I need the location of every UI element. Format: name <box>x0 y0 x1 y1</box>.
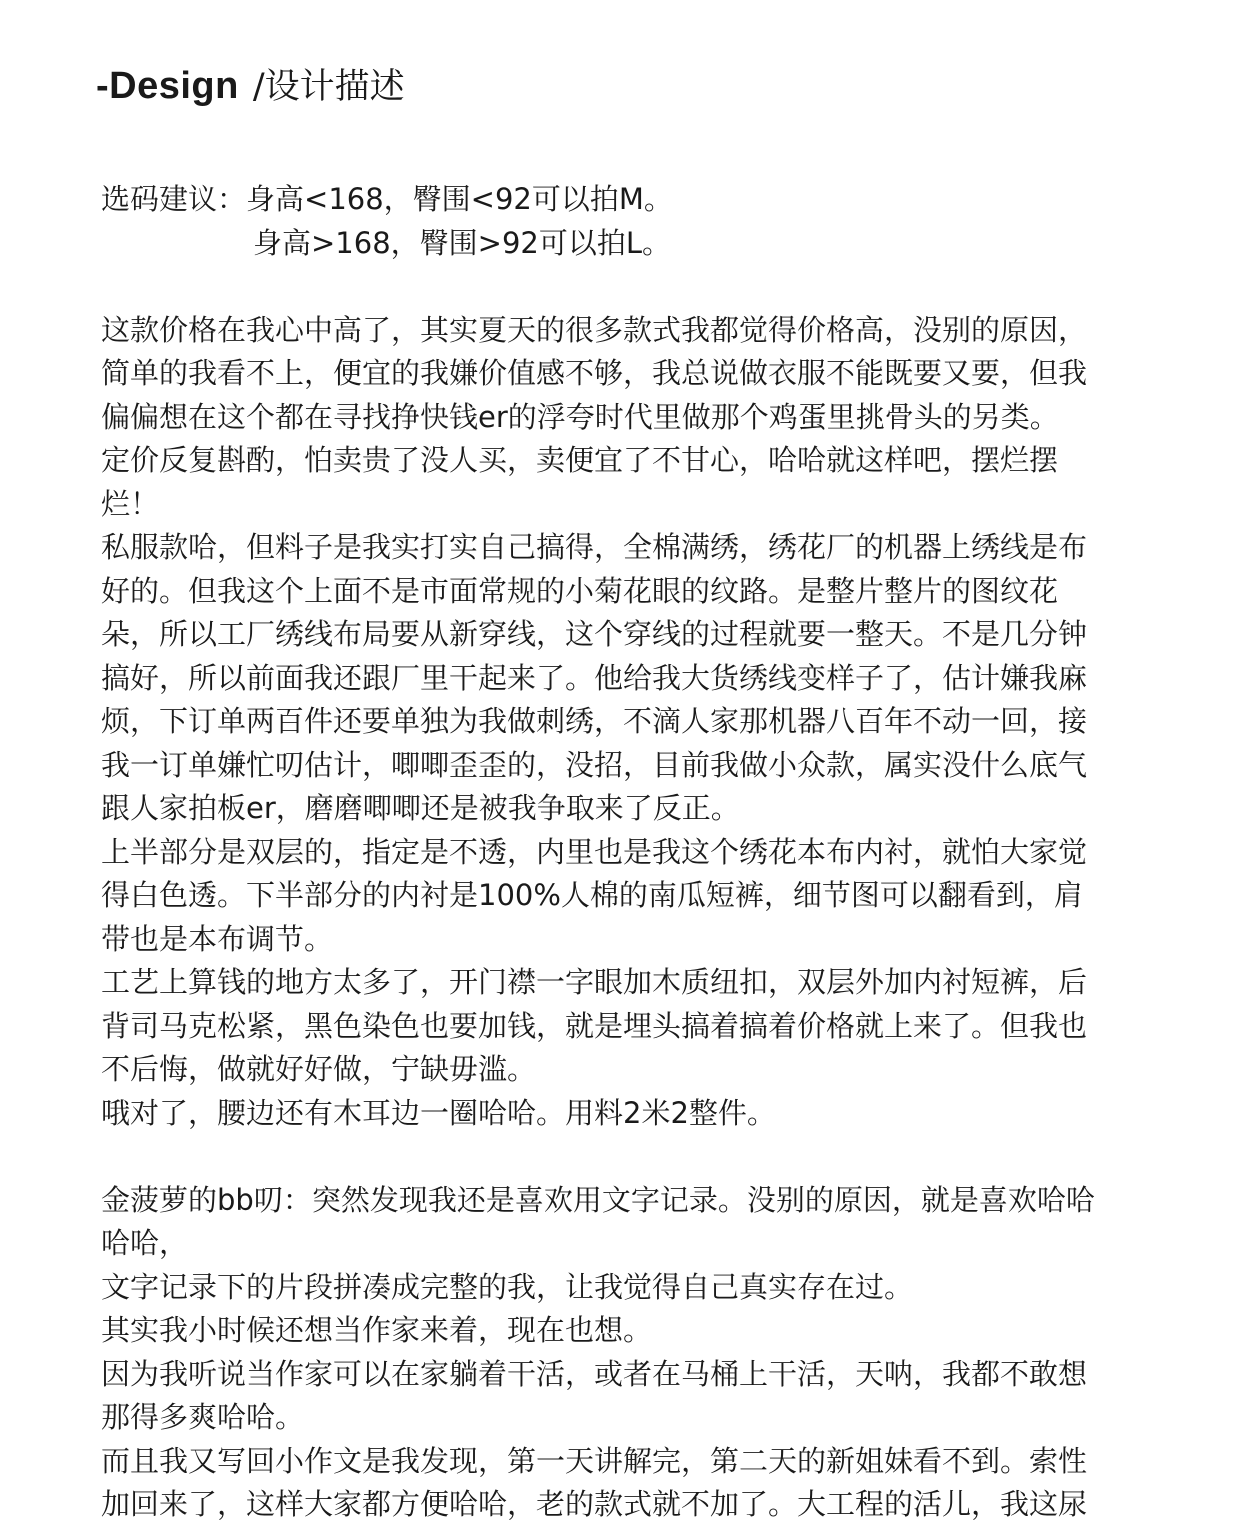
paragraph-gap <box>101 265 1161 309</box>
text-line: 这款价格在我心中高了，其实夏天的很多款式我都觉得价格高，没别的原因， <box>101 312 1088 347</box>
text-line: 哈哈， <box>101 1226 189 1260</box>
size-advice <box>101 178 1161 265</box>
text-line: 因为我听说当作家可以在家躺着干活，或者在马桶上干活，天呐，我都不敢想 <box>101 1356 1088 1391</box>
description-body <box>101 178 1161 1527</box>
text-line: 文字记录下的片段拼凑成完整的我，让我觉得自己真实存在过。 <box>101 1269 914 1304</box>
text-line: 工艺上算钱的地方太多了，开门襟一字眼加木质纽扣，双层外加内衬短裤，后 <box>101 965 1088 999</box>
heading-chinese: /设计描述 <box>252 67 405 107</box>
author-notes <box>101 1179 1161 1527</box>
text-line: 那得多爽哈哈。 <box>101 1400 305 1434</box>
text-line: 得白色透。下半部分的内衬是100%人棉的南瓜短裤，细节图可以翻看到，肩 <box>101 878 1083 912</box>
paragraph-gap <box>101 1135 1161 1179</box>
heading-english: -Design <box>96 65 239 107</box>
text-line: 烂！ <box>101 486 160 521</box>
text-line: 朵，所以工厂绣线布局要从新穿线，这个穿线的过程就要一整天。不是几分钟 <box>101 617 1088 651</box>
size-advice-line-2: 身高>168，臀围>92可以拍L。 <box>253 225 672 260</box>
text-line: 金菠萝的bb叨：突然发现我还是喜欢用文字记录。没别的原因，就是喜欢哈哈 <box>101 1182 1095 1217</box>
text-line: 简单的我看不上，便宜的我嫌价值感不够，我总说做衣服不能既要又要，但我 <box>101 356 1088 390</box>
text-line: 哦对了，腰边还有木耳边一圈哈哈。用料2米2整件。 <box>101 1095 776 1130</box>
text-line: 带也是本布调节。 <box>101 921 334 956</box>
text-line: 好的。但我这个上面不是市面常规的小菊花眼的纹路。是整片整片的图纹花 <box>101 573 1059 608</box>
text-line: 其实我小时候还想当作家来着，现在也想。 <box>101 1313 653 1347</box>
size-advice-line-1 <box>101 178 1161 222</box>
text-line: 定价反复斟酌，怕卖贵了没人买，卖便宜了不甘心，哈哈就这样吧，摆烂摆 <box>101 443 1059 477</box>
text-line: 背司马克松紧，黑色染色也要加钱，就是埋头搞着搞着价格就上来了。但我也 <box>101 1008 1088 1043</box>
text-line: 搞好，所以前面我还跟厂里干起来了。他给我大货绣线变样子了，估计嫌我麻 <box>101 660 1088 695</box>
size-advice-label: 选码建议： <box>101 182 247 216</box>
text-line: 烦，下订单两百件还要单独为我做刺绣，不滴人家那机器八百年不动一回，接 <box>101 704 1088 738</box>
text-line: 私服款哈，但料子是我实打实自己搞得，全棉满绣，绣花厂的机器上绣线是布 <box>101 530 1088 564</box>
text-line: 不后悔，做就好好做，宁缺毋滥。 <box>101 1052 537 1086</box>
text-line: 而且我又写回小作文是我发现，第一天讲解完，第二天的新姐妹看不到。索性 <box>101 1443 1088 1478</box>
text-line: 跟人家拍板er，磨磨唧唧还是被我争取来了反正。 <box>101 791 740 825</box>
size-advice-m: 身高<168，臀围<92可以拍M。 <box>246 182 673 216</box>
text-line: 加回来了，这样大家都方便哈哈，老的款式就不加了。大工程的活儿，我这尿 <box>101 1487 1088 1521</box>
text-line: 偏偏想在这个都在寻找挣快钱er的浮夸时代里做那个鸡蛋里挑骨头的另类。 <box>101 399 1059 434</box>
section-heading <box>96 62 405 117</box>
design-story <box>101 309 1161 1136</box>
text-line: 我一订单嫌忙叨估计，唧唧歪歪的，没招，目前我做小众款，属实没什么底气 <box>101 747 1088 782</box>
text-line: 上半部分是双层的，指定是不透，内里也是我这个绣花本布内衬，就怕大家觉 <box>101 834 1088 869</box>
